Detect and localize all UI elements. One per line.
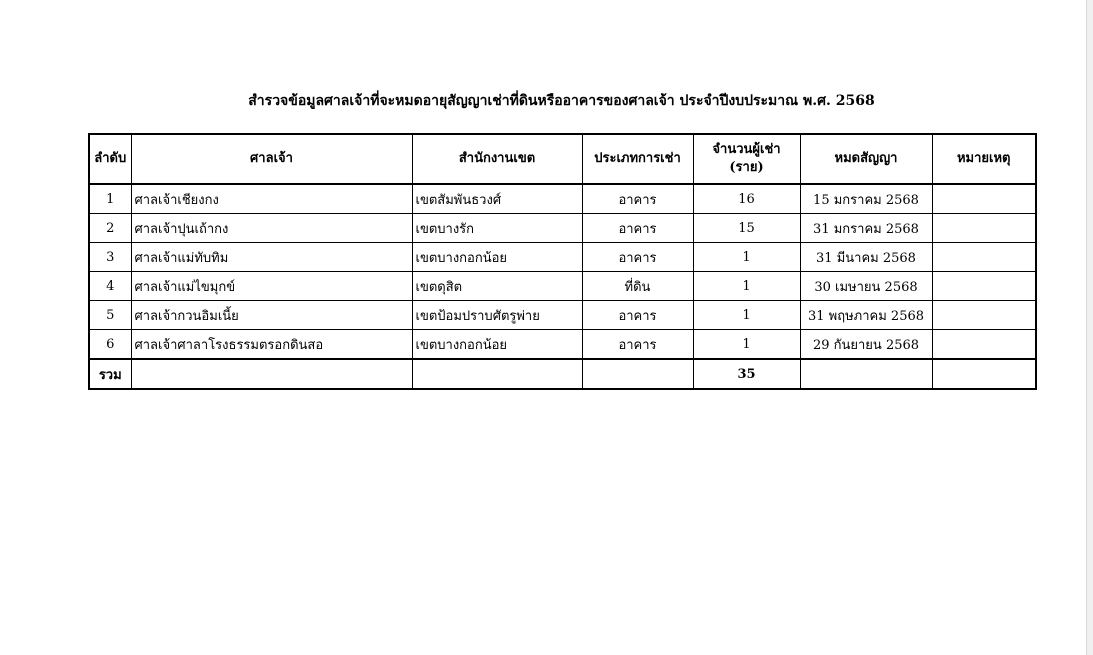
header-tenants (693, 134, 800, 184)
cell-shrine: ศาลเจ้าแม่ทับทิม (131, 243, 412, 272)
cell-no: 3 (89, 243, 131, 272)
cell-shrine: ศาลเจ้ากวนอิมเนี้ย (131, 301, 412, 330)
cell-type: อาคาร (582, 214, 693, 243)
cell-expiry: 30 เมษายน 2568 (800, 272, 932, 301)
table-row (89, 214, 1036, 243)
cell-tenants: 1 (693, 272, 800, 301)
cell-shrine: ศาลเจ้าศาลาโรงธรรมตรอกดินสอ (131, 330, 412, 360)
cell-tenants: 15 (693, 214, 800, 243)
header-expiry: หมดสัญญา (800, 134, 932, 184)
cell-type: อาคาร (582, 243, 693, 272)
total-empty-cell (582, 359, 693, 389)
total-tenants: 35 (693, 359, 800, 389)
cell-shrine: ศาลเจ้าปุนเถ้ากง (131, 214, 412, 243)
total-label: รวม (89, 359, 131, 389)
cell-no: 2 (89, 214, 131, 243)
total-empty-cell (412, 359, 582, 389)
cell-district: เขตบางรัก (412, 214, 582, 243)
cell-shrine: ศาลเจ้าเชียงกง (131, 184, 412, 214)
header-tenants-line2: (ราย) (729, 160, 764, 175)
cell-district: เขตดุสิต (412, 272, 582, 301)
cell-tenants: 1 (693, 243, 800, 272)
total-empty-cell (932, 359, 1036, 389)
cell-type: อาคาร (582, 184, 693, 214)
cell-expiry: 31 พฤษภาคม 2568 (800, 301, 932, 330)
cell-type: ที่ดิน (582, 272, 693, 301)
cell-district: เขตบางกอกน้อย (412, 330, 582, 360)
header-shrine: ศาลเจ้า (131, 134, 412, 184)
table-row (89, 301, 1036, 330)
cell-expiry: 31 มีนาคม 2568 (800, 243, 932, 272)
cell-shrine: ศาลเจ้าแม่ไขมุกข์ (131, 272, 412, 301)
table-row (89, 243, 1036, 272)
total-empty-cell (131, 359, 412, 389)
shrine-lease-table (88, 133, 1037, 390)
cell-no: 4 (89, 272, 131, 301)
table-row (89, 184, 1036, 214)
cell-expiry: 31 มกราคม 2568 (800, 214, 932, 243)
cell-no: 1 (89, 184, 131, 214)
cell-type: อาคาร (582, 330, 693, 360)
table-header-row (89, 134, 1036, 184)
cell-remark (932, 330, 1036, 360)
header-remark: หมายเหตุ (932, 134, 1036, 184)
document-title: สำรวจข้อมูลศาลเจ้าที่จะหมดอายุสัญญาเช่าที่ดินหรืออาคารของศาลเจ้า ประจำปีงบประมาณ พ.ศ. 2568 (248, 93, 875, 109)
cell-tenants: 16 (693, 184, 800, 214)
header-type: ประเภทการเช่า (582, 134, 693, 184)
cell-no: 5 (89, 301, 131, 330)
cell-remark (932, 184, 1036, 214)
cell-district: เขตบางกอกน้อย (412, 243, 582, 272)
cell-type: อาคาร (582, 301, 693, 330)
table-row (89, 272, 1036, 301)
cell-remark (932, 301, 1036, 330)
cell-district: เขตสัมพันธวงศ์ (412, 184, 582, 214)
cell-remark (932, 272, 1036, 301)
cell-tenants: 1 (693, 301, 800, 330)
cell-expiry: 29 กันยายน 2568 (800, 330, 932, 360)
cell-remark (932, 214, 1036, 243)
header-no: ลำดับ (89, 134, 131, 184)
total-row (89, 359, 1036, 389)
header-tenants-line1: จำนวนผู้เช่า (712, 142, 781, 157)
header-district: สำนักงานเขต (412, 134, 582, 184)
cell-no: 6 (89, 330, 131, 360)
cell-district: เขตป้อมปราบศัตรูพ่าย (412, 301, 582, 330)
page-edge-scrollbar (1086, 0, 1093, 655)
cell-remark (932, 243, 1036, 272)
table-row (89, 330, 1036, 360)
cell-tenants: 1 (693, 330, 800, 360)
total-empty-cell (800, 359, 932, 389)
cell-expiry: 15 มกราคม 2568 (800, 184, 932, 214)
